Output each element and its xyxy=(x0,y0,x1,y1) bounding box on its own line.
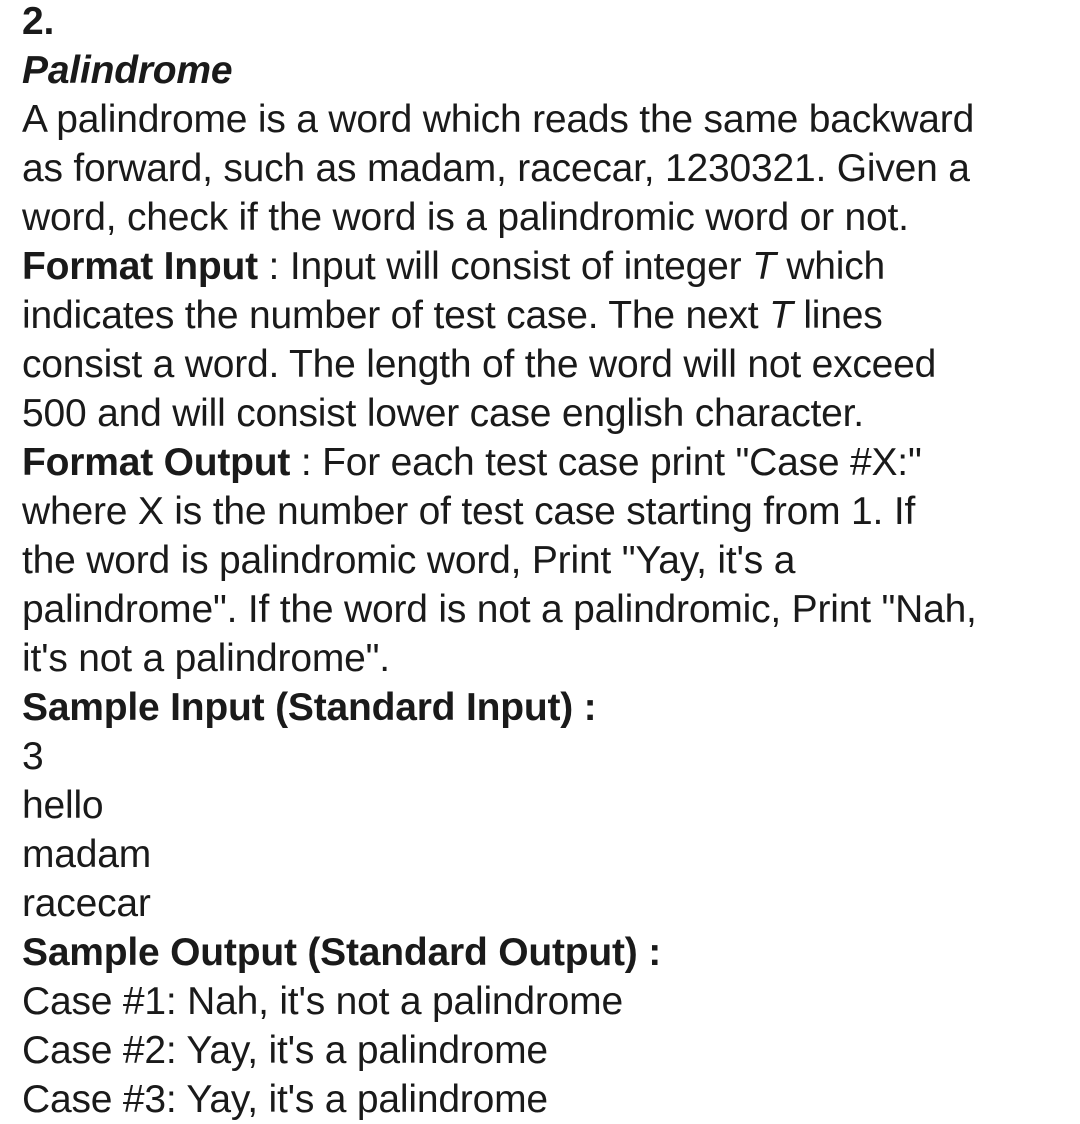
format-input-line: Format Input : Input will consist of integer T which xyxy=(22,245,886,288)
format-output-label: Format Output xyxy=(22,441,291,484)
description-line: word, check if the word is a palindromic word or not. xyxy=(22,196,909,239)
format-output-line: the word is palindromic word, Print "Yay, it's a xyxy=(22,539,796,582)
format-input-line: indicates the number of test case. The next T lines xyxy=(22,294,883,337)
format-output-line: where X is the number of test case starting from 1. If xyxy=(22,490,916,533)
problem-document xyxy=(22,0,1072,1124)
description-line: as forward, such as madam, racecar, 1230321. Given a xyxy=(22,147,970,190)
sample-input-line: racecar xyxy=(22,882,151,925)
sample-output-line: Case #2: Yay, it's a palindrome xyxy=(22,1029,548,1072)
format-input-line: consist a word. The length of the word will not exceed xyxy=(22,343,937,386)
problem-number: 2. xyxy=(22,0,55,43)
sample-input-line: madam xyxy=(22,833,152,876)
sample-output-heading: Sample Output (Standard Output) : xyxy=(22,931,662,974)
format-input-line: 500 and will consist lower case english character. xyxy=(22,392,864,435)
format-output-line: Format Output : For each test case print "Case #X:" xyxy=(22,441,922,484)
sample-input-line: hello xyxy=(22,784,104,827)
description-line: A palindrome is a word which reads the same backward xyxy=(22,98,975,141)
format-output-line: palindrome". If the word is not a palindromic, Print "Nah, xyxy=(22,588,977,631)
sample-output-line: Case #1: Nah, it's not a palindrome xyxy=(22,980,623,1023)
variable-t: T xyxy=(752,245,776,288)
format-input-label: Format Input xyxy=(22,245,258,288)
problem-title: Palindrome xyxy=(22,49,233,92)
sample-output-line: Case #3: Yay, it's a palindrome xyxy=(22,1078,548,1121)
sample-input-heading: Sample Input (Standard Input) : xyxy=(22,686,597,729)
variable-t: T xyxy=(769,294,793,337)
sample-input-line: 3 xyxy=(22,735,44,778)
format-output-line: it's not a palindrome". xyxy=(22,637,390,680)
